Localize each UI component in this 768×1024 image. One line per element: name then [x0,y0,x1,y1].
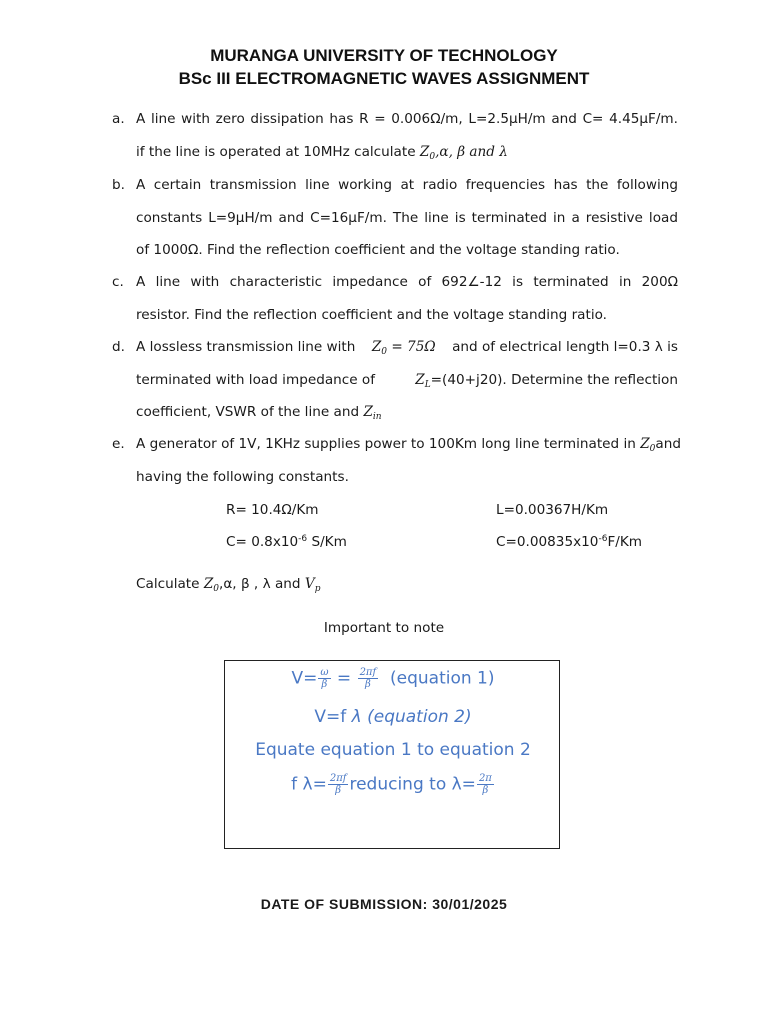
question-e-line1: A generator of 1V, 1KHz supplies power to 100Km long line terminated in $Z_0$ and [136,436,681,454]
question-d-line2: terminated with load impedance of $Z_L=(40+j20)$. Determine the reflection [136,372,678,390]
question-a-line2: if the line is operated at 10MHz calculate $Z_0,\alpha$, β and λ [136,144,508,162]
question-e-calculate: Calculate $Z_0,\alpha$, β , λ and $V_p$ [136,576,321,594]
constant-r: R= 10.4Ω/Km [226,502,319,518]
note-heading: Important to note [323,620,445,636]
question-c-line1: A line with characteristic impedance of 692∠-12 is terminated in 200Ω [136,274,678,290]
question-b-line1: A certain transmission line working at radio frequencies has the following [136,177,678,193]
submission-date: DATE OF SUBMISSION: 30/01/2025 [260,896,508,912]
formula-box [224,660,560,849]
question-letter: d. [112,339,125,355]
equation-1: V= $\frac{\omega}{\beta}$ = $\frac{2\pi f}{\beta}$ (equation 1) [291,667,495,690]
question-c-line2: resistor. Find the reflection coefficient and the voltage standing ratio. [136,307,608,323]
equation-3: Equate equation 1 to equation 2 [255,740,531,760]
question-d-line1: A lossless transmission line with $Z_0 = 75\Omega$ and of electrical length l=0.3 λ is [136,339,678,357]
question-a-line1: A line with zero dissipation has R = 0.006Ω/m, L=2.5μH/m and C= 4.45μF/m. [136,111,678,127]
question-d-line3: coefficient, VSWR of the line and $Z_{in}$ [136,404,382,422]
equation-4: f λ= $\frac{2\pi f}{\beta}$ reducing to λ= $\frac{2\pi}{\beta}$ [291,773,492,796]
constant-c: $C= 0.8x10^{-6}$ S/Km [226,534,347,550]
question-e-line2: having the following constants. [136,469,349,485]
constant-l: L=0.00367H/Km [496,502,609,518]
question-letter: c. [112,274,124,290]
question-b-line3: of 1000Ω. Find the reflection coefficient and the voltage standing ratio. [136,242,620,258]
institution-title: MURANGA UNIVERSITY OF TECHNOLOGY [210,46,558,65]
question-letter: a. [112,111,125,127]
question-b-line2: constants L=9μH/m and C=16μF/m. The line is terminated in a resistive load [136,210,678,226]
assignment-title: BSc III ELECTROMAGNETIC WAVES ASSIGNMENT [178,69,590,88]
constant-c2: $C=0.00835x10^{-6}F/Km$ [496,534,642,550]
question-letter: e. [112,436,125,452]
question-letter: b. [112,177,125,193]
equation-2: V=f λ (equation 2) [314,707,472,727]
